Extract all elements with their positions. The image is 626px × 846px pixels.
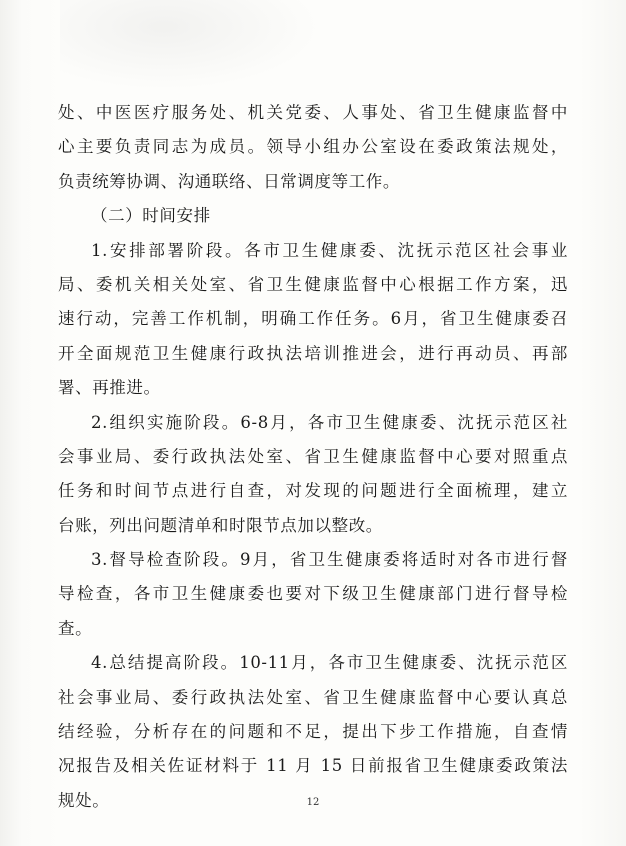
text-line: 规处。 — [58, 790, 110, 810]
text-line: 况报告及相关佐证材料于 11 月 15 日前报省卫生健康委政策法 — [58, 756, 568, 776]
text-line: 负责统筹协调、沟通联络、日常调度等工作。 — [58, 171, 400, 191]
text-line: 心主要负责同志为成员。领导小组办公室设在委政策法规处， — [58, 137, 568, 157]
paragraph-first-line: 4.总结提高阶段。10-11月，各市卫生健康委、沈抚示范区 — [91, 653, 568, 673]
text-line: 处、中医医疗服务处、机关党委、人事处、省卫生健康监督中 — [58, 103, 568, 122]
page-number: 12 — [306, 797, 320, 808]
text-line: 署、再推进。 — [58, 378, 161, 398]
paragraph-first-line: 3.督导检查阶段。9月，省卫生健康委将适时对各市进行督 — [91, 550, 568, 570]
text-line: 局、委机关相关处室、省卫生健康监督中心根据工作方案，迅 — [58, 274, 568, 294]
text-line: 会事业局、委行政执法处室、省卫生健康监督中心要对照重点 — [58, 446, 568, 466]
text-line: 结经验，分析存在的问题和不足，提出下步工作措施，自查情 — [58, 722, 568, 742]
paragraph-first-line: 2.组织实施阶段。6-8月，各市卫生健康委、沈抚示范区社 — [91, 412, 568, 432]
paragraph-first-line: 1.安排部署阶段。各市卫生健康委、沈抚示范区社会事业 — [91, 240, 568, 260]
text-line: 查。 — [58, 618, 93, 638]
text-line: 社会事业局、委行政执法处室、省卫生健康监督中心要认真总 — [58, 687, 568, 707]
scan-smudge — [60, 0, 320, 90]
text-line: 开全面规范卫生健康行政执法培训推进会，进行再动员、再部 — [58, 343, 568, 363]
body-text — [58, 96, 568, 818]
text-line: 台账，列出问题清单和时限节点加以整改。 — [58, 515, 383, 535]
text-line: 速行动，完善工作机制，明确工作任务。6月，省卫生健康委召 — [58, 309, 568, 329]
text-line: 导检查，各市卫生健康委也要对下级卫生健康部门进行督导检 — [58, 584, 568, 604]
text-line: 任务和时间节点进行自查，对发现的问题进行全面梳理，建立 — [58, 481, 568, 501]
section-heading: （二）时间安排 — [91, 206, 211, 226]
